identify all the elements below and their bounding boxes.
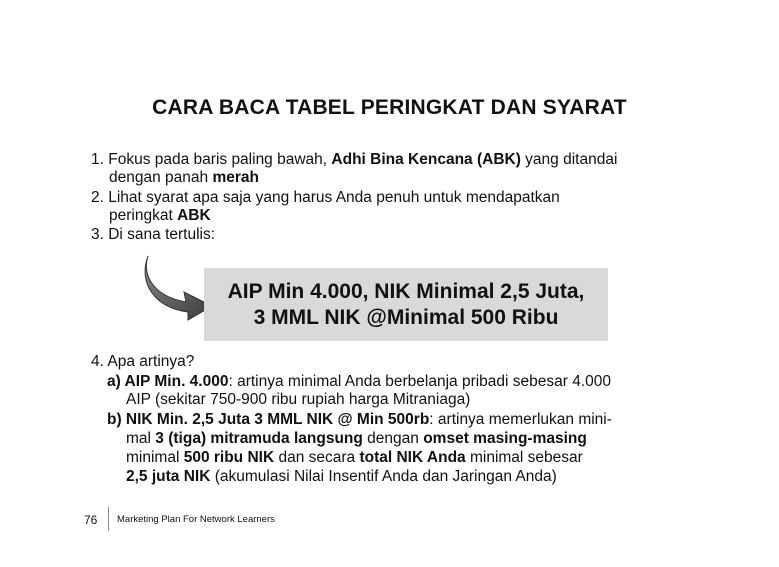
- step-4a-line-2: AIP (sekitar 750-900 ribu rupiah harga Mitraniaga): [126, 391, 471, 408]
- step-4b-line-3: [126, 449, 583, 467]
- step-4b-text: : artinya memerlukan mini-: [429, 411, 612, 428]
- footer-divider: [108, 507, 109, 531]
- step-2-emphasis: ABK: [177, 207, 211, 224]
- step-1-text-end: yang ditandai: [520, 151, 618, 168]
- page-title: CARA BACA TABEL PERINGKAT DAN SYARAT: [152, 96, 627, 119]
- step-4b-emphasis-h: total NIK Anda: [359, 449, 466, 466]
- step-4b-emphasis-d: omset masing-masing: [423, 430, 587, 447]
- step-4b-line-1: [107, 411, 612, 429]
- requirement-line-2: 3 MML NIK @Minimal 500 Ribu: [253, 305, 559, 329]
- step-4b-emphasis-b: 3 (tiga) mitramuda langsung: [155, 430, 363, 447]
- footer-text: Marketing Plan For Network Learners: [117, 514, 275, 525]
- step-4a-line-1: [107, 373, 611, 391]
- step-4b-emphasis-j: 2,5 juta NIK: [126, 468, 211, 485]
- page-number: 76: [84, 513, 98, 527]
- step-4a-text: : artinya minimal Anda berbelanja pribadi sebesar 4.000: [228, 373, 612, 390]
- step-4b-line-2: [126, 430, 587, 448]
- step-4b-text-g: dan secara: [274, 449, 360, 466]
- step-4b-text-e: minimal: [126, 449, 184, 466]
- step-1-line-2: [109, 169, 259, 187]
- step-4b-line-4: [126, 468, 557, 486]
- step-1-line-1: [91, 151, 617, 169]
- step-4-heading: 4. Apa artinya?: [91, 353, 195, 370]
- step-4b-text-k: (akumulasi Nilai Insentif Anda dan Jaringan Anda): [210, 468, 557, 485]
- step-2-text-2: peringkat: [109, 207, 178, 224]
- step-4b-emphasis-f: 500 ribu NIK: [183, 449, 275, 466]
- step-4b-text-c: dengan: [362, 430, 424, 447]
- step-4b-text-a: mal: [126, 430, 156, 447]
- step-1-text-2: dengan panah: [109, 169, 213, 186]
- step-1-emphasis: Adhi Bina Kencana (ABK): [331, 151, 521, 168]
- step-4b-label: b) NIK Min. 2,5 Juta 3 MML NIK @ Min 500rb: [107, 411, 430, 428]
- step-1-text: 1. Fokus pada baris paling bawah,: [91, 151, 332, 168]
- step-1-emphasis-red: merah: [212, 169, 259, 186]
- step-3: 3. Di sana tertulis:: [91, 226, 216, 243]
- requirement-box: [204, 268, 608, 341]
- step-4b-text-i: minimal sebesar: [465, 449, 583, 466]
- step-2-line-1: 2. Lihat syarat apa saja yang harus Anda penuh untuk mendapatkan: [91, 189, 560, 206]
- step-2-line-2: [109, 207, 211, 225]
- step-4a-label: a) AIP Min. 4.000: [107, 373, 229, 390]
- requirement-line-1: AIP Min 4.000, NIK Minimal 2,5 Juta,: [227, 279, 585, 303]
